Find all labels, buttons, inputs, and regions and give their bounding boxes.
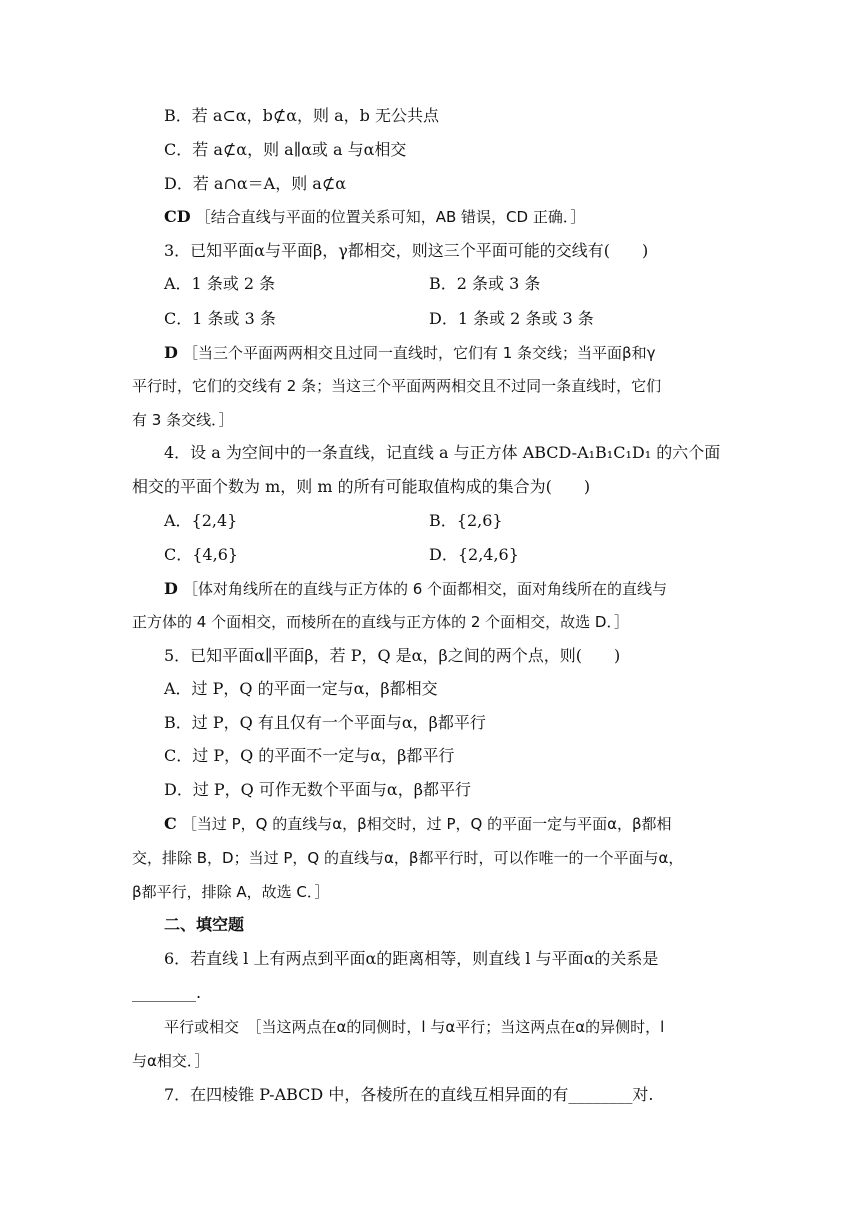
q5-option-a: A．过 P，Q 的平面一定与α，β都相交: [164, 679, 438, 698]
q5-answer-line-3: β都平行，排除 A，故选 C．］: [132, 883, 330, 901]
q5-option-b: B．过 P，Q 有且仅有一个平面与α，β都平行: [164, 713, 486, 732]
q6-answer-line-1: 平行或相交 ［当这两点在α的同侧时，l 与α平行；当这两点在α的异侧时，l: [164, 1018, 665, 1036]
q3-answer-line-3: 有 3 条交线．］: [132, 411, 234, 429]
q2-answer: [164, 207, 585, 227]
section-heading-fill-in: 二、填空题: [164, 915, 245, 934]
q3-answer-line-1: [164, 343, 656, 363]
q4-stem-line-1: 4．设 a 为空间中的一条直线，记直线 a 与正方体 ABCD-A₁B₁C₁D₁ 的六个面: [164, 443, 721, 462]
q2-answer-text: ［结合直线与平面的位置关系可知，AB 错误，CD 正确．］: [195, 208, 586, 226]
q7-stem: 7．在四棱锥 P-ABCD 中，各棱所在的直线互相异面的有________对.: [164, 1085, 654, 1104]
q4-answer-letter: D: [164, 579, 178, 598]
q4-option-c: C．{4,6}: [164, 545, 239, 564]
q4-answer-text-1: ［体对角线所在的直线与正方体的 6 个面都相交，面对角线所在的直线与: [182, 580, 668, 598]
q3-option-d: D．1 条或 2 条或 3 条: [429, 309, 594, 328]
q3-stem: 3．已知平面α与平面β，γ都相交，则这三个平面可能的交线有( ): [164, 241, 649, 260]
q3-answer-line-2: 平行时，它们的交线有 2 条；当这三个平面两两相交且不过同一条直线时，它们: [132, 377, 662, 395]
q3-option-b: B．2 条或 3 条: [429, 274, 541, 293]
q4-option-a: A．{2,4}: [164, 511, 238, 530]
q5-option-c: C．过 P，Q 的平面不一定与α，β都平行: [164, 746, 455, 765]
q3-answer-text-1: ［当三个平面两两相交且过同一直线时，它们有 1 条交线；当平面β和γ: [182, 344, 656, 362]
q2-option-c: C．若 a⊄α，则 a∥α或 a 与α相交: [164, 140, 407, 159]
q6-stem-line-1: 6．若直线 l 上有两点到平面α的距离相等，则直线 l 与平面α的关系是: [164, 949, 659, 968]
q6-stem-line-2: ________.: [132, 983, 202, 1002]
q6-answer-line-2: 与α相交．］: [132, 1052, 210, 1070]
q5-answer-line-1: [164, 814, 672, 834]
q2-answer-letter: CD: [164, 207, 191, 226]
q4-option-b: B．{2,6}: [429, 511, 503, 530]
q5-answer-letter: C: [164, 814, 177, 833]
q5-answer-text-1: ［当过 P，Q 的直线与α，β相交时，过 P，Q 的平面一定与平面α，β都相: [181, 815, 672, 833]
q2-option-b: B．若 a⊂α，b⊄α，则 a，b 无公共点: [164, 106, 440, 125]
q4-answer-line-1: [164, 579, 667, 599]
q5-answer-line-2: 交，排除 B，D；当过 P，Q 的直线与α，β都平行时，可以作唯一的一个平面与α，: [132, 849, 684, 867]
q4-answer-line-2: 正方体的 4 个面相交，而棱所在的直线与正方体的 2 个面相交，故选 D．］: [132, 613, 629, 631]
q5-option-d: D．过 P，Q 可作无数个平面与α，β都平行: [164, 780, 471, 799]
q3-answer-letter: D: [164, 343, 178, 362]
q4-stem-line-2: 相交的平面个数为 m，则 m 的所有可能取值构成的集合为( ): [132, 477, 591, 496]
q4-option-d: D．{2,4,6}: [429, 545, 519, 564]
q3-option-c: C．1 条或 3 条: [164, 309, 276, 328]
q5-stem: 5．已知平面α∥平面β，若 P，Q 是α，β之间的两个点，则( ): [164, 646, 621, 665]
q3-option-a: A．1 条或 2 条: [164, 274, 276, 293]
q2-option-d: D．若 a∩α＝A，则 a⊄α: [164, 174, 347, 193]
